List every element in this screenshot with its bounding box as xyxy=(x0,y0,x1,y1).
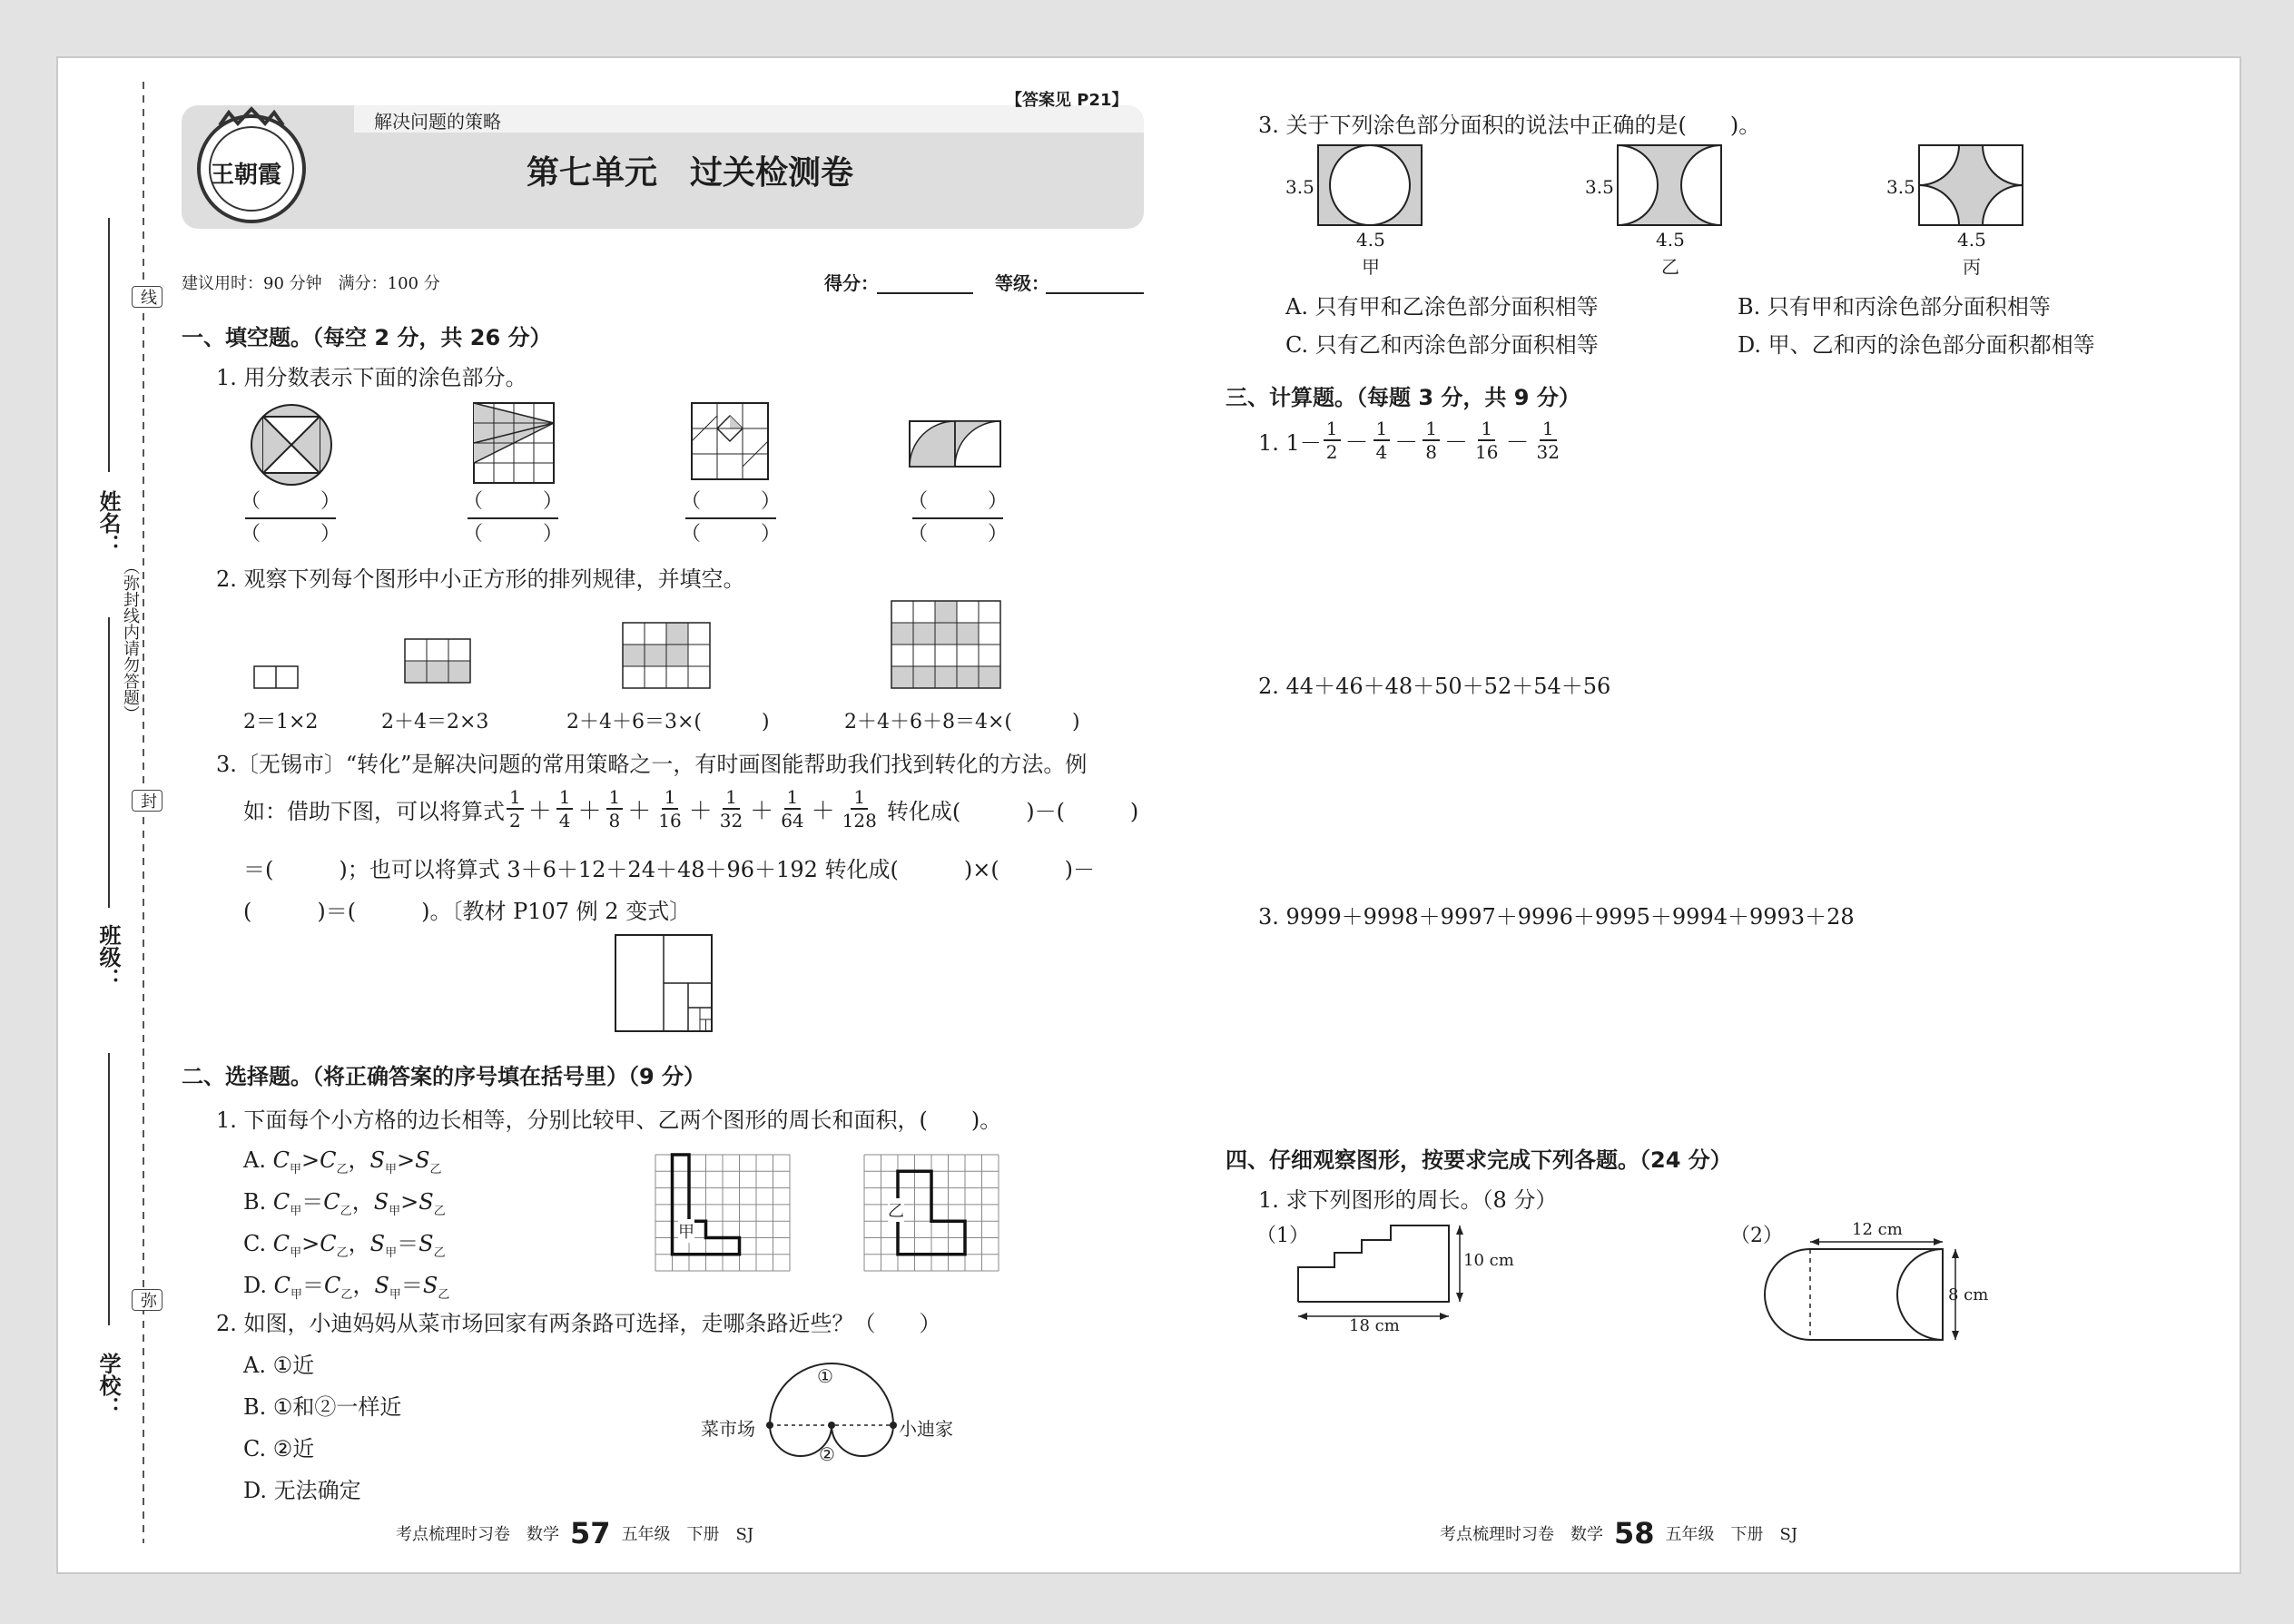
fig-jia-height: 3.5 xyxy=(1285,176,1314,198)
pattern-expr-3[interactable]: 2＋4＋6＝3×( ) xyxy=(566,711,770,733)
market-label: 菜市场 xyxy=(701,1418,755,1440)
s1-q1-text: 1. 用分数表示下面的涂色部分。 xyxy=(216,365,527,390)
grid-jia-label: 甲 xyxy=(678,1219,694,1243)
s4-fig2-label: （2） xyxy=(1730,1225,1783,1247)
s2-q2-option-b[interactable]: B. ①和②一样近 xyxy=(243,1394,402,1420)
dim-10cm: 10 cm xyxy=(1463,1251,1514,1270)
score-label: 得分： xyxy=(824,272,879,294)
page-title: 第七单元 过关检测卷 xyxy=(527,154,854,192)
grid-jia xyxy=(655,1155,792,1271)
fig-arrow-grid xyxy=(474,403,554,483)
seal-mark-seal: 封 xyxy=(132,790,162,812)
calc1-frac-4: $\frac{1}{16}$ xyxy=(1475,418,1499,463)
s2-q2-text: 2. 如图，小迪妈妈从菜市场回家有两条路可选择，走哪条路近些？（ ） xyxy=(216,1311,941,1336)
r-q3-option-a[interactable]: A. 只有甲和乙涂色部分面积相等 xyxy=(1285,294,1599,320)
grade-field[interactable] xyxy=(1046,292,1144,294)
r-q3-text: 3. 关于下列涂色部分面积的说法中正确的是( )。 xyxy=(1258,113,1761,138)
fig-jia-width: 4.5 xyxy=(1356,229,1385,251)
calc-3: 3. 9999＋9998＋9997＋9996＋9995＋9994＋9993＋28 xyxy=(1258,904,1855,930)
dim-12cm: 12 cm xyxy=(1852,1220,1903,1239)
q3-frac-4: $\frac{1}{16}$ xyxy=(658,786,682,832)
s2-q1-option-c[interactable]: C. $C_甲>C_乙$，$S_甲=S_乙$ xyxy=(243,1231,446,1260)
pattern-expr-4[interactable]: 2＋4＋6＋8＝4×( ) xyxy=(844,711,1080,733)
s1-q3-line3[interactable]: ＝( )；也可以将算式 3＋6＋12＋24＋48＋96＋192 转化成( )×( )－ xyxy=(243,857,1096,882)
route-1-label: ① xyxy=(817,1365,833,1387)
s2-q2-option-c[interactable]: C. ②近 xyxy=(243,1436,315,1462)
grade-label: 等级： xyxy=(995,272,1049,294)
fig-yi xyxy=(1618,145,1723,227)
dim-18cm: 18 cm xyxy=(1349,1316,1400,1335)
calc1-frac-1: $\frac{1}{2}$ xyxy=(1324,418,1341,463)
fig-yi-name: 乙 xyxy=(1661,256,1679,278)
fig-yi-height: 3.5 xyxy=(1585,176,1614,198)
answer-fraction-2[interactable]: （ ） （ ） xyxy=(463,490,564,546)
s2-q1-option-a[interactable]: A. $C_甲>C_乙$，$S_甲>S_乙$ xyxy=(243,1147,442,1176)
header-subtitle: 解决问题的策略 xyxy=(374,111,501,133)
s2-q2-option-a[interactable]: A. ①近 xyxy=(243,1353,315,1378)
pattern-expr-2: 2＋4＝2×3 xyxy=(381,711,489,733)
s1-q2-text: 2. 观察下列每个图形中小正方形的排列规律，并填空。 xyxy=(216,566,745,592)
seal-mark-line: 线 xyxy=(132,286,162,308)
halving-square-figure xyxy=(615,935,714,1033)
fig-jia-name: 甲 xyxy=(1362,256,1380,278)
s4-fig1-label: （1） xyxy=(1256,1225,1309,1247)
grid-yi-label: 乙 xyxy=(888,1198,904,1222)
s2-q1-option-b[interactable]: B. $C_甲=C_乙$，$S_甲>S_乙$ xyxy=(243,1189,446,1218)
s1-q3-line4[interactable]: ( )＝( )。〔教材 P107 例 2 变式〕 xyxy=(243,899,692,924)
q3-frac-3: $\frac{1}{8}$ xyxy=(606,786,624,832)
logo-text: 王朝霞 xyxy=(211,162,282,189)
school-label: 学校： xyxy=(95,1353,121,1418)
fig-bing xyxy=(1919,145,2024,227)
score-field[interactable] xyxy=(877,292,973,294)
footer-right: 考点梳理时习卷 数学 58 五年级 下册 SJ xyxy=(1440,1516,1798,1550)
s2-q1-option-d[interactable]: D. $C_甲=C_乙$，$S_甲=S_乙$ xyxy=(243,1273,450,1302)
answer-fraction-1[interactable]: （ ） （ ） xyxy=(241,490,341,546)
fig-bing-name: 丙 xyxy=(1963,256,1981,278)
r-q3-option-b[interactable]: B. 只有甲和丙涂色部分面积相等 xyxy=(1738,294,2051,320)
page-number-57: 57 xyxy=(570,1516,611,1550)
pattern-3 xyxy=(623,623,712,690)
fig-bing-height: 3.5 xyxy=(1886,176,1915,198)
fig-jia xyxy=(1318,145,1423,227)
seal-note: （弥封线内请勿答题） xyxy=(121,558,140,722)
seal-mark-close: 弥 xyxy=(132,1289,162,1311)
pattern-4 xyxy=(891,601,1002,690)
route-2-label: ② xyxy=(819,1443,835,1465)
footer-left: 考点梳理时习卷 数学 57 五年级 下册 SJ xyxy=(396,1516,754,1550)
q3-frac-7: $\frac{1}{128}$ xyxy=(842,786,877,832)
calc1-frac-5: $\frac{1}{32}$ xyxy=(1536,418,1560,463)
calc1-frac-2: $\frac{1}{4}$ xyxy=(1373,418,1391,463)
q3-frac-2: $\frac{1}{4}$ xyxy=(556,786,574,832)
fig-bing-width: 4.5 xyxy=(1957,229,1986,251)
q3-frac-1: $\frac{1}{2}$ xyxy=(507,786,524,832)
s4-q1-text: 1. 求下列图形的周长。（8 分） xyxy=(1258,1187,1558,1213)
fig-yi-width: 4.5 xyxy=(1656,229,1685,251)
s1-q3-line2: 如：借助下图，可以将算式 $\frac{1}{2}$ ＋ $\frac{1}{4}$ ＋ $\frac{1}{8}$ ＋ $\frac{1}{16}$ ＋ $\frac{1}{32}$ ＋ $\frac{1}{64}$ ＋ $\frac{1}{128}$ 转化成( )－( ) xyxy=(243,786,1139,832)
page-number-58: 58 xyxy=(1614,1516,1655,1550)
fig-diamond-grid xyxy=(692,403,768,479)
pattern-1 xyxy=(254,666,300,688)
pattern-2 xyxy=(405,639,472,684)
name-label: 姓名： xyxy=(95,490,121,556)
calc-2: 2. 44＋46＋48＋50＋52＋54＋56 xyxy=(1258,674,1611,699)
fig-circle-square xyxy=(250,403,333,487)
s2-q2-option-d[interactable]: D. 无法确定 xyxy=(243,1478,361,1503)
s2-q1-text: 1. 下面每个小方格的边长相等，分别比较甲、乙两个图形的周长和面积，( )。 xyxy=(216,1107,1002,1133)
pattern-expr-1: 2＝1×2 xyxy=(243,711,319,733)
class-label: 班级： xyxy=(95,924,121,989)
calc-1: 1. 1－ $\frac{1}{2}$ － $\frac{1}{4}$ － $\frac{1}{8}$ － $\frac{1}{16}$ － $\frac{1}{32}$ xyxy=(1258,418,1564,463)
section3-heading: 三、计算题。（每题 3 分，共 9 分） xyxy=(1226,385,1580,410)
home-label: 小迪家 xyxy=(899,1418,953,1440)
r-q3-option-c[interactable]: C. 只有乙和丙涂色部分面积相等 xyxy=(1285,332,1599,358)
answer-fraction-3[interactable]: （ ） （ ） xyxy=(681,490,782,546)
r-q3-option-d[interactable]: D. 甲、乙和丙的涂色部分面积都相等 xyxy=(1738,332,2095,358)
section1-heading: 一、填空题。（每空 2 分，共 26 分） xyxy=(182,325,552,350)
stair-figure xyxy=(1289,1222,1471,1331)
answer-fraction-4[interactable]: （ ） （ ） xyxy=(908,490,1009,546)
grid-yi xyxy=(864,1155,1000,1271)
calc1-frac-3: $\frac{1}{8}$ xyxy=(1423,418,1440,463)
q3-frac-6: $\frac{1}{64}$ xyxy=(781,786,804,832)
section2-heading: 二、选择题。（将正确答案的序号填在括号里）（9 分） xyxy=(182,1064,706,1089)
s1-q3-line1: 3.〔无锡市〕“转化”是解决问题的常用策略之一，有时画图能帮助我们找到转化的方法。例 xyxy=(216,752,1088,777)
answer-reference: 【答案见 P21】 xyxy=(1006,91,1128,110)
time-limit: 建议用时：90 分钟 满分：100 分 xyxy=(182,274,440,293)
q3-frac-5: $\frac{1}{32}$ xyxy=(719,786,743,832)
dim-8cm: 8 cm xyxy=(1948,1285,1989,1304)
section4-heading: 四、仔细观察图形，按要求完成下列各题。（24 分） xyxy=(1226,1147,1732,1173)
fig-quarter-circles xyxy=(910,421,1000,467)
